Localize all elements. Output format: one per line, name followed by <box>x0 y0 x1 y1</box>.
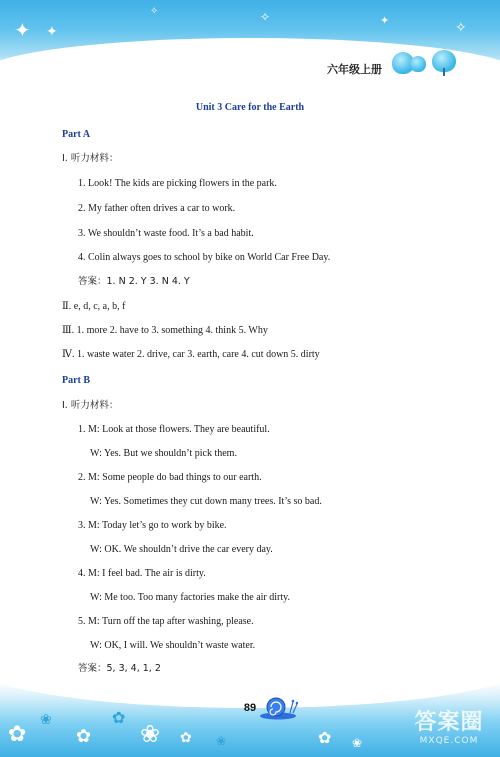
part-a-section-4: Ⅳ. 1. waste water 2. drive, car 3. earth, care 4. cut down 5. dirty <box>62 349 320 360</box>
part-a-heading: Part A <box>62 129 91 140</box>
part-a-section-3: Ⅲ. 1. more 2. have to 3. something 4. think 5. Why <box>62 325 268 336</box>
star-icon: ✧ <box>455 20 467 36</box>
flower-icon: ❀ <box>40 712 52 728</box>
flower-icon: ✿ <box>8 722 27 747</box>
flower-icon: ✿ <box>76 726 92 747</box>
star-icon: ✦ <box>46 24 58 40</box>
star-icon: ✦ <box>380 14 390 27</box>
dialogue-line-w: W: OK, I will. We shouldn’t waste water. <box>90 640 256 651</box>
grade-label: 六年级上册 <box>327 63 382 76</box>
part-b-section-1-label: Ⅰ. 听力材料： <box>62 400 119 411</box>
part-b-answer: 答案：5, 3, 4, 1, 2 <box>78 663 161 674</box>
part-a-section-2: Ⅱ. e, d, c, a, b, f <box>62 301 126 312</box>
flower-icon: ❀ <box>352 736 363 750</box>
list-item: 3. We shouldn’t waste food. It’s a bad habit. <box>78 228 254 239</box>
star-icon: ✧ <box>150 6 159 17</box>
dialogue-line-m: 4. M: I feel bad. The air is dirty. <box>78 568 206 579</box>
dialogue-line-m: 2. M: Some people do bad things to our earth. <box>78 472 262 483</box>
watermark-logo <box>408 711 490 751</box>
flower-icon: ✿ <box>180 730 192 746</box>
part-b-heading: Part B <box>62 375 91 386</box>
flower-icon: ❀ <box>140 720 161 748</box>
list-item: 1. Look! The kids are picking flowers in the park. <box>78 178 277 189</box>
star-icon: ✧ <box>260 10 271 24</box>
dialogue-line-w: W: OK. We shouldn’t drive the car every day. <box>90 544 273 555</box>
flower-icon: ✿ <box>112 708 126 727</box>
banner-wave <box>0 38 500 74</box>
dialogue-line-w: W: Me too. Too many factories make the air dirty. <box>90 592 290 603</box>
star-icon: ✦ <box>14 18 31 42</box>
snail-icon <box>258 694 298 720</box>
part-a-section-1-label: Ⅰ. 听力材料： <box>62 153 119 164</box>
dialogue-line-m: 5. M: Turn off the tap after washing, please. <box>78 616 254 627</box>
part-a-answer: 答案：1. N 2. Y 3. N 4. Y <box>78 276 190 287</box>
unit-title: Unit 3 Care for the Earth <box>195 102 305 113</box>
watermark-title: 答案圈 <box>414 710 484 735</box>
watermark-url: MXQE.COM <box>419 736 479 746</box>
dialogue-line-m: 3. M: Today let’s go to work by bike. <box>78 520 227 531</box>
list-item: 4. Colin always goes to school by bike on World Car Free Day. <box>78 252 331 263</box>
flower-icon: ❀ <box>216 734 227 748</box>
flower-icon: ✿ <box>318 728 332 747</box>
list-item: 2. My father often drives a car to work. <box>78 203 236 214</box>
dialogue-line-w: W: Yes. But we shouldn’t pick them. <box>90 448 237 459</box>
page-number: 89 <box>243 702 257 714</box>
dialogue-line-w: W: Yes. Sometimes they cut down many trees. It’s so bad. <box>90 496 322 507</box>
dialogue-line-m: 1. M: Look at those flowers. They are beautiful. <box>78 424 270 435</box>
